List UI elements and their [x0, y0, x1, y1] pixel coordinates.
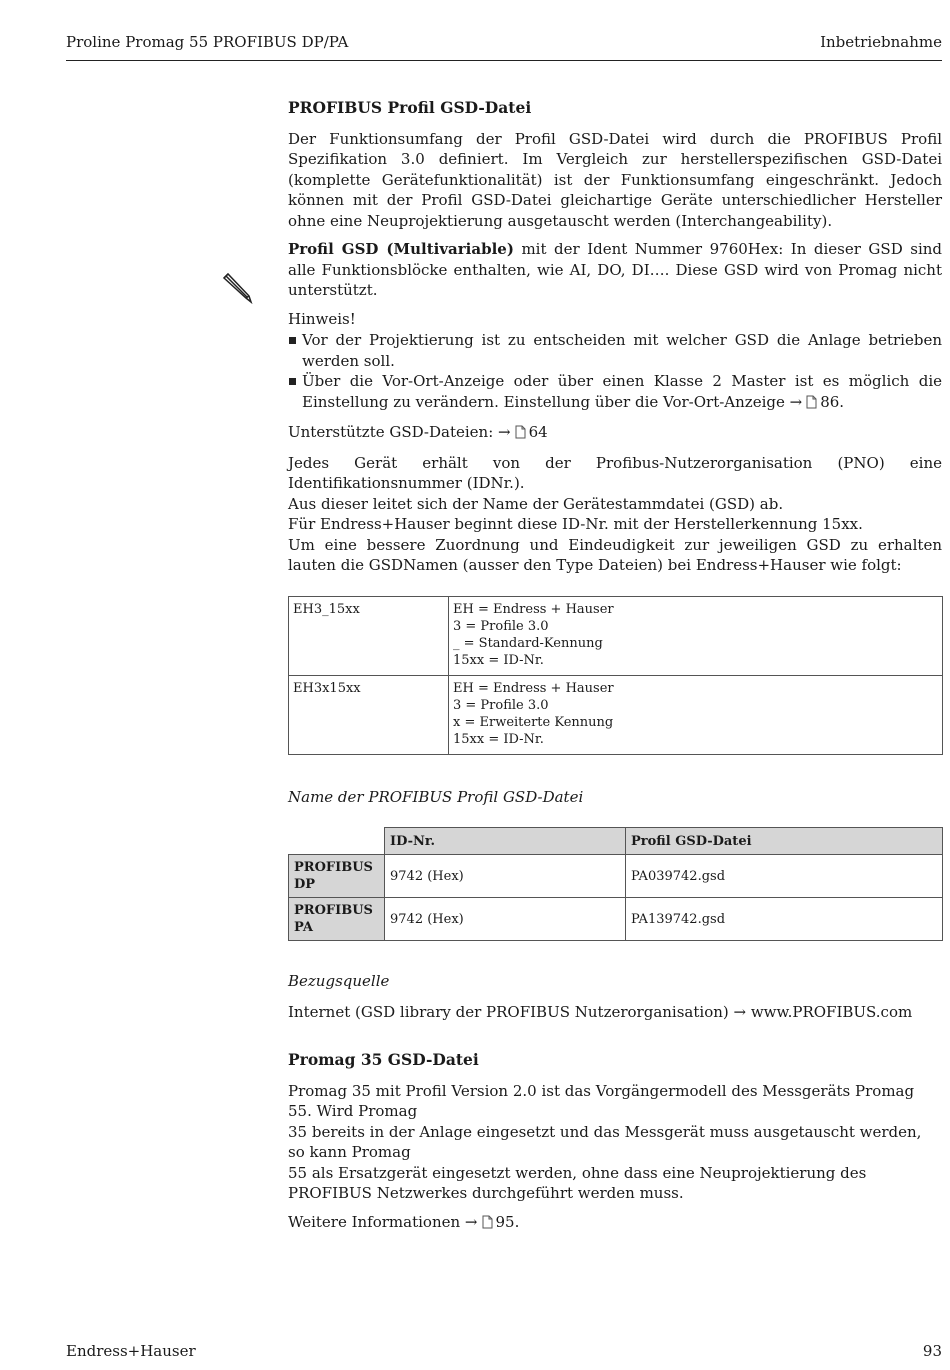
note-text: Über die Vor-Ort-Anzeige oder über einen Klasse 2 Master ist es möglich die Einstellung zu verändern. Einstellung über die Vor-Ort-Anzeige →	[302, 372, 942, 411]
table-cell: EH3x15xx	[289, 675, 449, 754]
para-line: Jedes Gerät erhält von der Profibus-Nutzerorganisation (PNO) eine Identifikationsnummer (IDNr.).	[288, 453, 942, 492]
note-item	[288, 371, 942, 414]
table-row	[289, 675, 943, 754]
header-rule	[66, 60, 942, 61]
identification-paragraph	[288, 453, 942, 576]
table-header-row	[289, 828, 943, 855]
note-title: Hinweis!	[288, 309, 356, 328]
footer-company: Endress+Hauser	[66, 1342, 196, 1360]
page-reference[interactable]: 95.	[495, 1212, 520, 1231]
cell-line: 3 = Profile 3.0	[453, 618, 549, 634]
note-list	[288, 330, 942, 414]
intro-paragraph: Der Funktionsumfang der Profil GSD-Datei wird durch die PROFIBUS Profil Spezifikation 3.0 definiert. Im Vergleich zur herstellerspezifischen GSD-Datei (komplette Gerätefunktionalität) ist der Funktionsumfang eingeschränkt. Jedoch können mit der Profil GSD-Datei gleichartige Geräte unterschiedlicher Hersteller ohne eine Neuprojektierung ausgetauscht werden (Interchangeability).	[288, 129, 942, 230]
source-title: Bezugsquelle	[288, 972, 390, 990]
cell-line: _ = Standard-Kennung	[453, 635, 603, 651]
main-content	[288, 98, 942, 1240]
promag35-paragraph	[288, 1081, 942, 1204]
table-cell: PA139742.gsd	[626, 898, 943, 941]
table-corner	[289, 828, 385, 855]
header-title: Proline Promag 55 PROFIBUS DP/PA	[66, 33, 349, 51]
table-cell	[449, 675, 943, 754]
document-page-icon	[515, 424, 526, 445]
table-caption: Name der PROFIBUS Profil GSD-Datei	[288, 787, 584, 806]
multivariable-text: mit der Ident Nummer 9760Hex: In dieser GSD sind alle Funktionsblöcke enthalten, wie AI, DO, DI…. Diese GSD wird von Promag nicht unterstützt.	[288, 240, 943, 299]
page-number: 93	[922, 1342, 942, 1360]
note-item	[288, 330, 942, 371]
para-line: Um eine bessere Zuordnung und Eindeudigkeit zur jeweiligen GSD zu erhalten lauten die GSDNamen (ausser den Type Dateien) bei Endress+Hauser wie folgt:	[288, 535, 942, 574]
cell-line: 3 = Profile 3.0	[453, 697, 549, 713]
table-cell: 9742 (Hex)	[385, 898, 626, 941]
document-page-icon	[806, 394, 817, 415]
page-reference[interactable]: 64	[528, 423, 548, 441]
para-line: 55 als Ersatzgerät eingesetzt werden, ohne dass eine Neuprojektierung des	[288, 1163, 867, 1182]
para-line: Promag 35 mit Profil Version 2.0 ist das Vorgängermodell des Messgeräts Promag 55. Wird Promag	[288, 1081, 915, 1120]
cell-line: x = Erweiterte Kennung	[453, 714, 614, 730]
table-cell: EH3_15xx	[289, 596, 449, 675]
cell-line: 15xx = ID-Nr.	[453, 652, 544, 668]
table-row	[289, 596, 943, 675]
para-line: 35 bereits in der Anlage eingesetzt und das Messgerät muss ausgetauscht werden, so kann Promag	[288, 1122, 922, 1161]
row-header: PROFIBUS PA	[289, 898, 385, 941]
table-row	[289, 855, 943, 898]
gsd-table	[288, 827, 943, 941]
table-cell: 9742 (Hex)	[385, 855, 626, 898]
cell-line: 15xx = ID-Nr.	[453, 731, 544, 747]
page-reference[interactable]: 86.	[820, 392, 845, 411]
supported-gsd-line	[288, 422, 942, 445]
more-info-label: Weitere Informationen →	[288, 1212, 478, 1231]
section-title-promag35: Promag 35 GSD-Datei	[288, 1050, 479, 1069]
supported-label: Unterstützte GSD-Dateien: →	[288, 423, 511, 441]
cell-line: EH = Endress + Hauser	[453, 601, 614, 617]
para-line: PROFIBUS Netzwerkes durchgeführt werden muss.	[288, 1184, 684, 1202]
column-header: ID-Nr.	[385, 828, 626, 855]
section-title-profil-gsd: PROFIBUS Profil GSD-Datei	[288, 98, 532, 117]
column-header: Profil GSD-Datei	[626, 828, 943, 855]
multivariable-term: Profil GSD (Multivariable)	[288, 240, 514, 258]
header-section: Inbetriebnahme	[820, 33, 942, 51]
para-line: Für Endress+Hauser beginnt diese ID-Nr. mit der Herstellerkennung 15xx.	[288, 515, 863, 533]
note-text: Vor der Projektierung ist zu entscheiden mit welcher GSD die Anlage betrieben werden soll.	[302, 331, 942, 370]
table-row	[289, 898, 943, 941]
cell-line: EH = Endress + Hauser	[453, 680, 614, 696]
table-cell: PA039742.gsd	[626, 855, 943, 898]
more-info-line	[288, 1212, 942, 1235]
multivariable-paragraph	[288, 239, 942, 301]
document-page-icon	[482, 1214, 493, 1235]
row-header: PROFIBUS DP	[289, 855, 385, 898]
table-cell	[449, 596, 943, 675]
pencil-note-icon	[220, 272, 256, 308]
source-text: Internet (GSD library der PROFIBUS Nutzerorganisation) → www.PROFIBUS.com	[288, 1002, 913, 1021]
para-line: Aus dieser leitet sich der Name der Gerätestammdatei (GSD) ab.	[288, 494, 784, 513]
naming-table	[288, 596, 943, 755]
